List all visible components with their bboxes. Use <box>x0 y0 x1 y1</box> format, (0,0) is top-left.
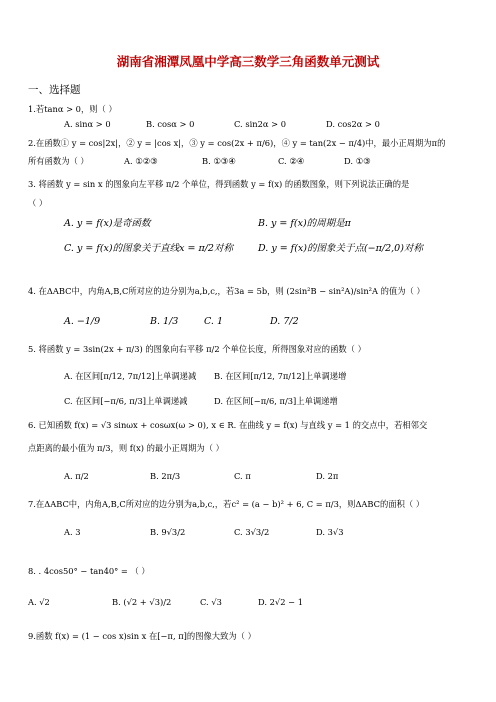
q8-choice-c: C. √3 <box>200 597 222 607</box>
question-3-line-2: （ ） <box>28 198 48 208</box>
q4-choice-c: C. 1 <box>204 316 224 327</box>
q2-choice-c: C. ②④ <box>278 156 305 166</box>
q7-choice-d: D. 3√3 <box>316 527 344 537</box>
question-6-line-2: 点距离的最小值为 π/3，则 f(x) 的最小正周期为（ ） <box>28 443 224 453</box>
q6-choice-b: B. 2π/3 <box>150 471 181 481</box>
question-1-stem: 1.若tanα > 0，则（ ） <box>28 104 117 114</box>
q1-choice-c: C. sin2α > 0 <box>234 119 286 129</box>
q2-choice-d: D. ①③ <box>344 156 371 166</box>
question-8-line-1: 8. . 4cos50° − tan40° = （ ） <box>28 566 150 576</box>
q2-choice-b: B. ①③④ <box>202 156 236 166</box>
q8-choice-b: B. (√2 + √3)/2 <box>112 597 172 607</box>
q3-choice-d: D. y = f(x)的图象关于点(−π/2,0)对称 <box>258 243 423 254</box>
page-title: 湖南省湘潭凤凰中学高三数学三角函数单元测试 <box>116 54 380 69</box>
question-2-line-2: 所有函数为（ ） <box>28 156 89 166</box>
q6-choice-c: C. π <box>234 471 251 481</box>
q7-choice-c: C. 3√3/2 <box>234 527 270 537</box>
question-5-line-1: 5. 将函数 y = 3sin(2x + π/3) 的图象向右平移 π/2 个单位长度，所得图象对应的函数（ ） <box>28 344 366 354</box>
q8-choice-d: D. 2√2 − 1 <box>258 597 303 607</box>
q1-choice-b: B. cosα > 0 <box>146 119 195 129</box>
q4-choice-d: D. 7/2 <box>270 316 299 327</box>
q8-choice-a: A. √2 <box>28 597 50 607</box>
q5-choice-a: A. 在区间[π/12, 7π/12]上单调递减 <box>64 371 197 381</box>
q5-choice-b: B. 在区间[π/12, 7π/12]上单调递增 <box>214 371 347 381</box>
question-4-line-1: 4. 在ΔABC中，内角A,B,C所对应的边分别为a,b,c,，若3a = 5b，则 (2sin²B − sin²A)/sin²A 的值为（ ） <box>28 286 425 296</box>
q4-choice-b: B. 1/3 <box>150 316 179 327</box>
q6-choice-a: A. π/2 <box>64 471 89 481</box>
q1-choice-a: A. sinα > 0 <box>64 119 111 129</box>
section-heading: 一、选择题 <box>28 84 81 96</box>
question-7-line-1: 7.在ΔABC中，内角A,B,C所对应的边分别为a,b,c,，若c² = (a − b)² + 6, C = π/3，则ΔABC的面积（ ） <box>28 499 425 509</box>
question-2-line-1: 2.在函数① y = cos|2x|，② y = |cos x|，③ y = cos(2x + π/6)，④ y = tan(2x − π/4)中，最小正周期为π的 <box>28 138 446 148</box>
question-6-line-1: 6. 已知函数 f(x) = √3 sinωx + cosωx(ω > 0), x ∈ R. 在曲线 y = f(x) 与直线 y = 1 的交点中，若相邻交 <box>28 420 428 430</box>
q7-choice-b: B. 9√3/2 <box>150 527 186 537</box>
q7-choice-a: A. 3 <box>64 527 81 537</box>
q5-choice-d: D. 在区间[−π/6, π/3]上单调递增 <box>214 396 338 406</box>
question-9-line-1: 9.函数 f(x) = (1 − cos x)sin x 在[−π, π]的图像大致为（ ） <box>28 631 256 641</box>
q3-choice-c: C. y = f(x)的图象关于直线x = π/2对称 <box>64 243 233 254</box>
q1-choice-d: D. cos2α > 0 <box>326 119 380 129</box>
question-3-line-1: 3. 将函数 y = sin x 的图象向左平移 π/2 个单位，得到函数 y = f(x) 的函数图象，则下列说法正确的是 <box>28 179 410 189</box>
q5-choice-c: C. 在区间[−π/6, π/3]上单调递减 <box>64 396 188 406</box>
q6-choice-d: D. 2π <box>316 471 339 481</box>
q2-choice-a: A. ①②③ <box>124 156 158 166</box>
q3-choice-a: A. y = f(x)是奇函数 <box>64 218 151 229</box>
q3-choice-b: B. y = f(x)的周期是π <box>258 218 351 229</box>
q4-choice-a: A. −1/9 <box>64 316 101 327</box>
